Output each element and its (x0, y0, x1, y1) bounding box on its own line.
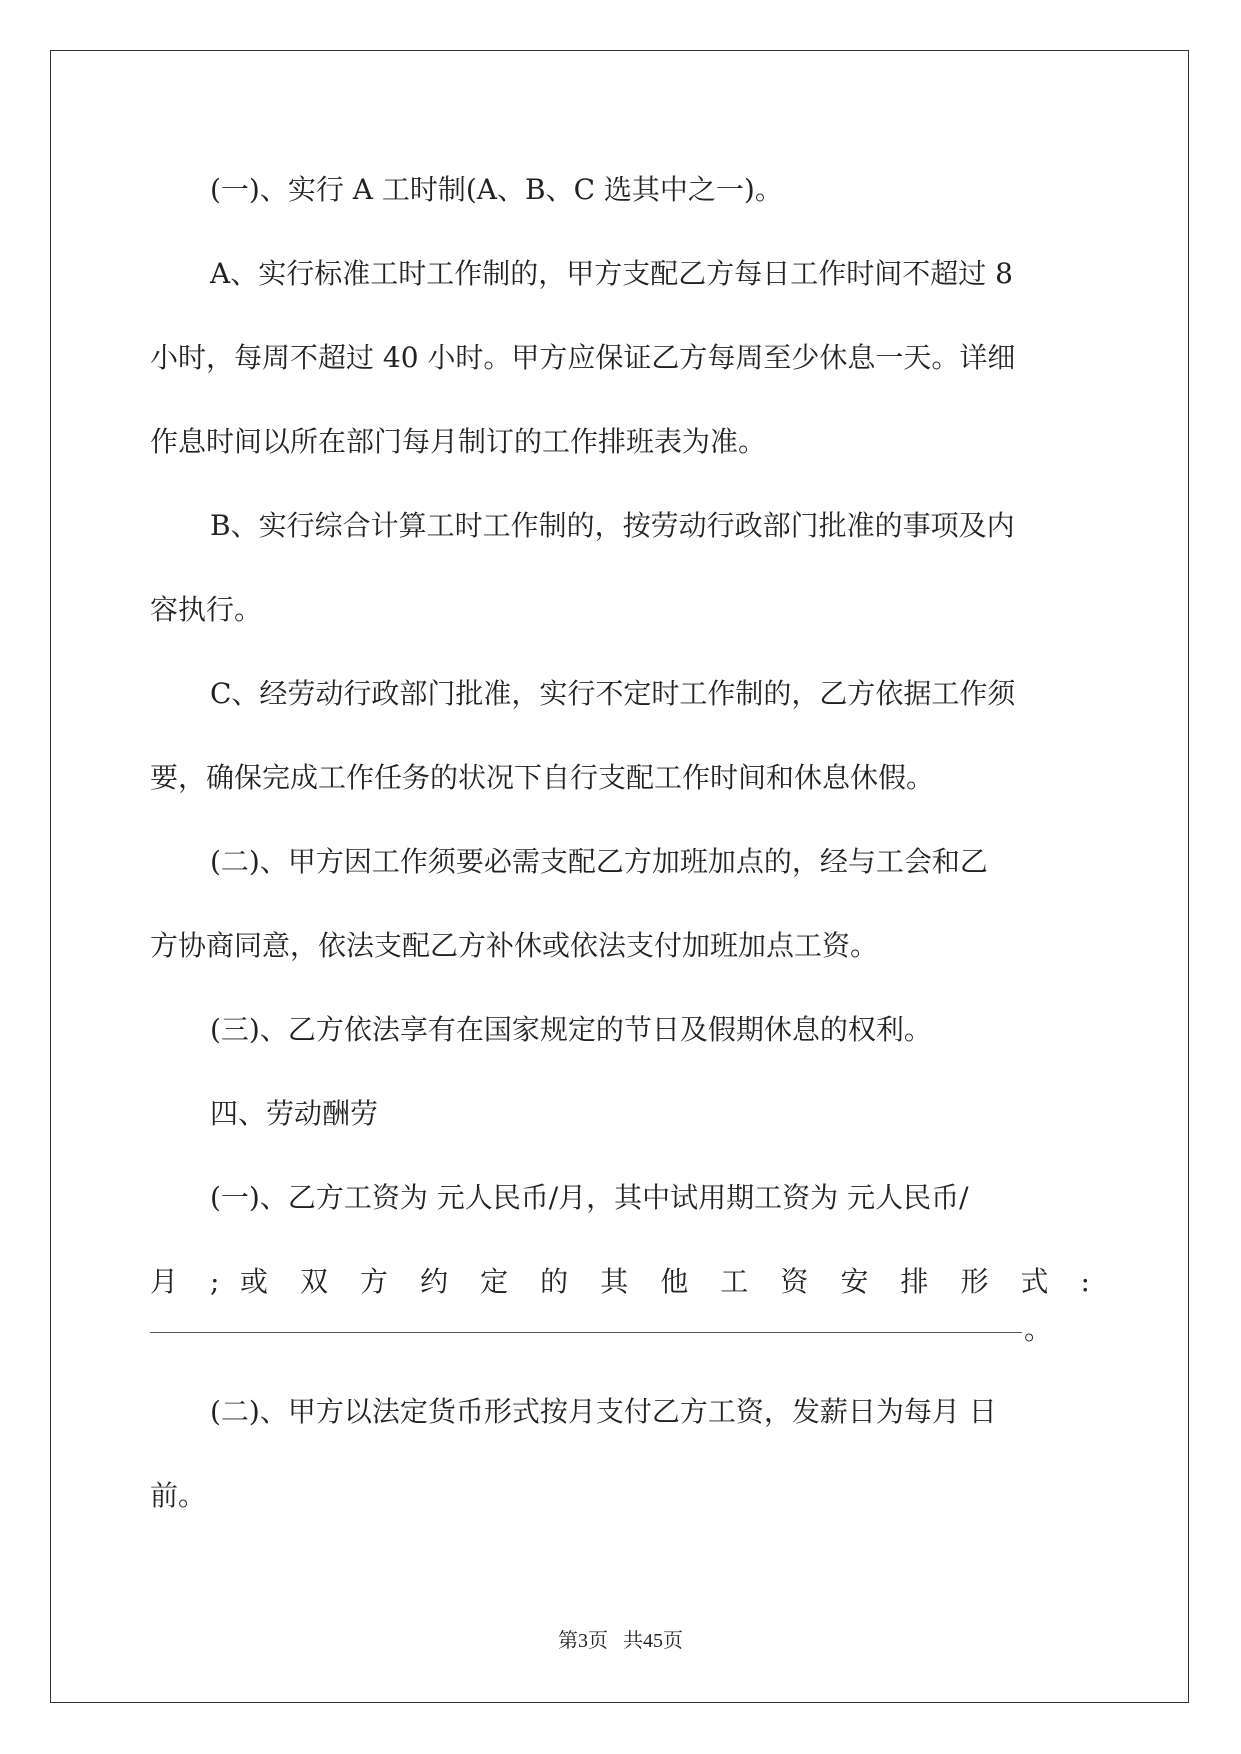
paragraph-line-1: (一)、实行 A 工时制(A、B、C 选其中之一)。 (210, 173, 783, 206)
footer-page-prefix: 第 (558, 1630, 578, 1652)
paragraph-line-3: 小时，每周不超过 40 小时。甲方应保证乙方每周至少休息一天。详细 (150, 341, 1016, 374)
paragraph-line-9: (二)、甲方因工作须要必需支配乙方加班加点的，经与工会和乙 (210, 845, 988, 878)
paragraph-line-11: (三)、乙方依法享有在国家规定的节日及假期休息的权利。 (210, 1013, 932, 1046)
section-heading: 四、劳动酬劳 (210, 1097, 379, 1130)
paragraph-line-16: (二)、甲方以法定货币形式按月支付乙方工资，发薪日为每月 日 (210, 1395, 997, 1428)
paragraph-line-7: C、经劳动行政部门批准，实行不定时工作制的，乙方依据工作须 (210, 677, 1016, 710)
fill-in-blank-line (150, 1332, 1022, 1333)
paragraph-line-10: 方协商同意，依法支配乙方补休或依法支付加班加点工资。 (150, 929, 879, 962)
paragraph-line-8: 要，确保完成工作任务的状况下自行支配工作时间和休息休假。 (150, 761, 935, 794)
footer-total-suffix: 页 (663, 1630, 683, 1652)
blank-line-period: 。 (1024, 1313, 1053, 1346)
page-footer (0, 1624, 1241, 1653)
footer-page-number: 3 (578, 1630, 588, 1652)
paragraph-line-4: 作息时间以所在部门每月制订的工作排班表为准。 (150, 425, 767, 458)
paragraph-line-5: B、实行综合计算工时工作制的，按劳动行政部门批准的事项及内 (210, 509, 1015, 542)
footer-total-prefix: 共 (623, 1630, 643, 1652)
footer-page-suffix: 页 (588, 1630, 608, 1652)
paragraph-line-17: 前。 (150, 1479, 207, 1512)
footer-total-pages: 45 (643, 1630, 663, 1652)
paragraph-line-2: A、实行标准工时工作制的，甲方支配乙方每日工作时间不超过 8 (210, 257, 1013, 290)
paragraph-line-6: 容执行。 (150, 593, 263, 626)
paragraph-line-14: 月 ; 或 双 方 约 定 的 其 他 工 资 安 排 形 式 : (150, 1265, 1090, 1298)
paragraph-line-13: (一)、乙方工资为 元人民币/月，其中试用期工资为 元人民币/ (210, 1181, 969, 1214)
